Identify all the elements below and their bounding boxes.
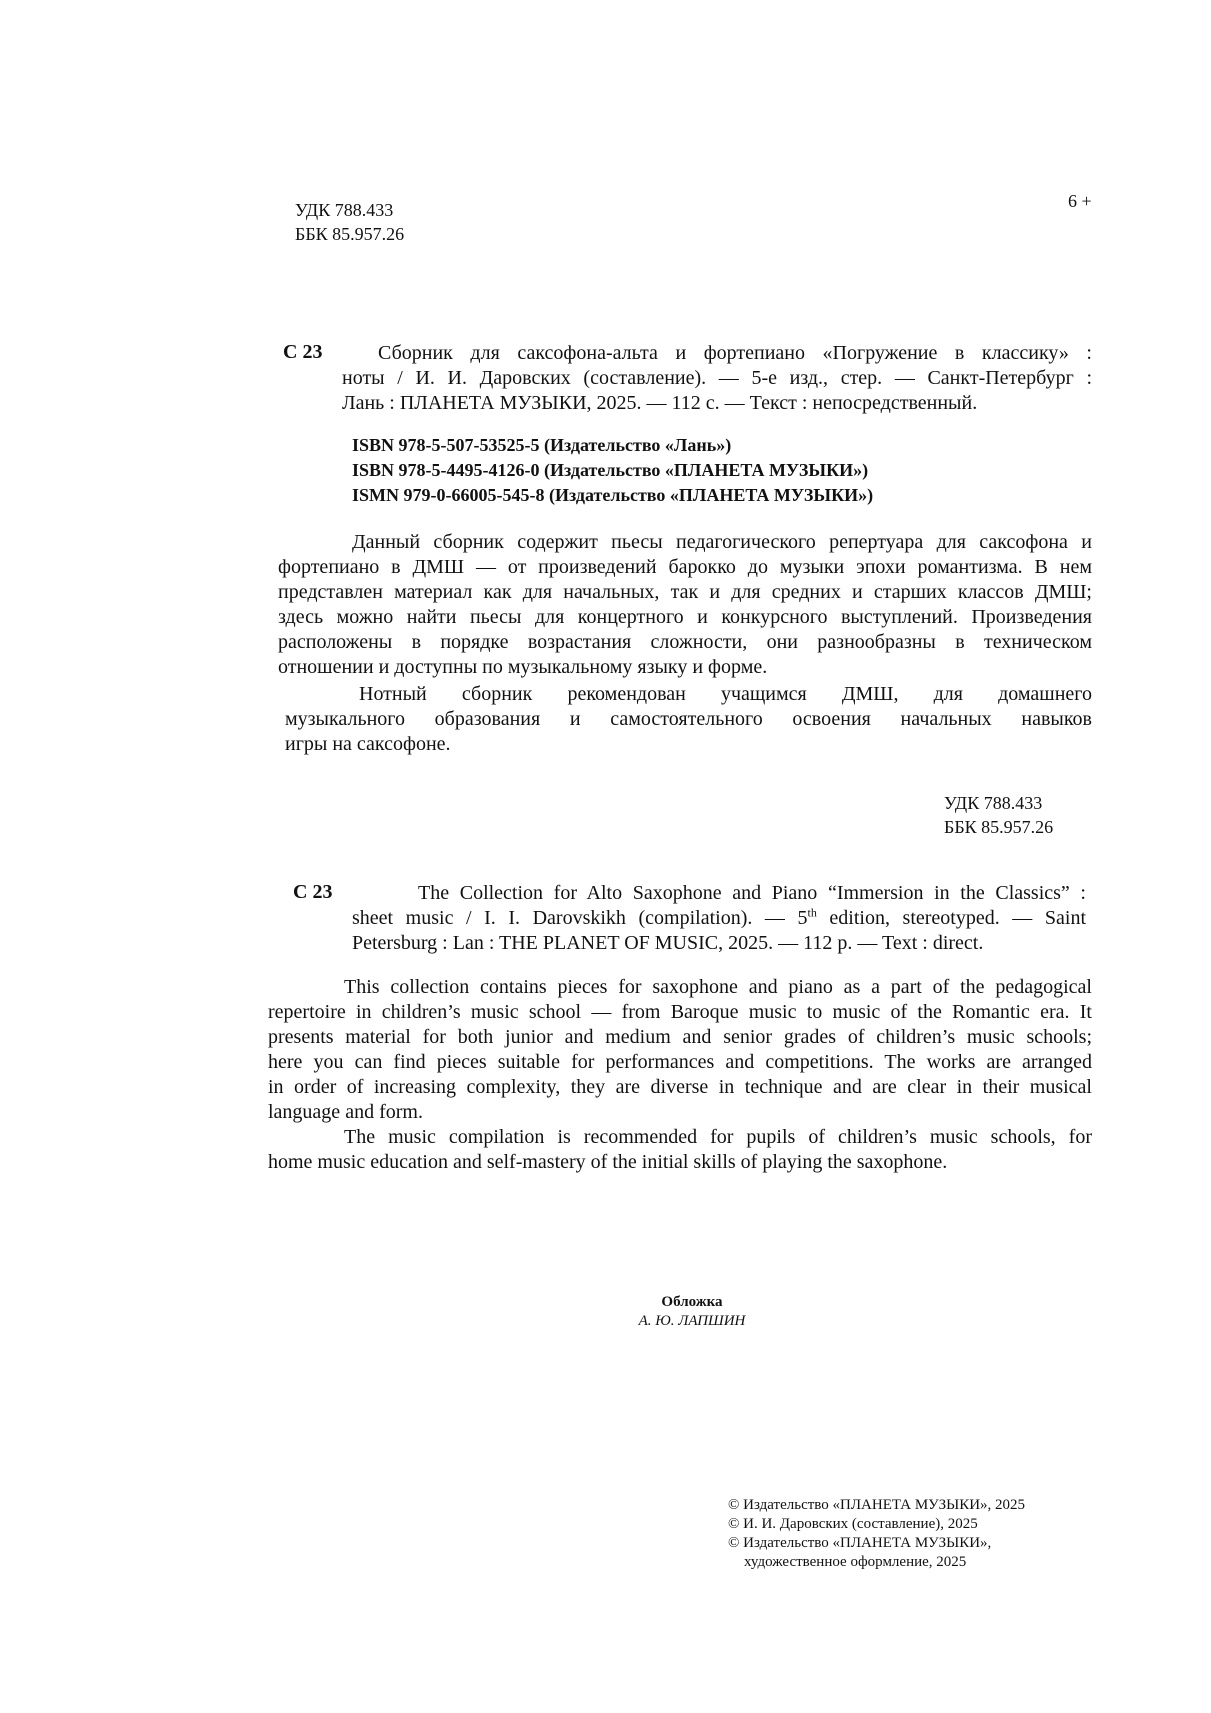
annotation-line: in order of increasing complexity, they are diverse in technique and are clear in their musical [268, 1076, 1092, 1098]
record-line-part: edition, stereotyped. — Saint [816, 907, 1086, 929]
isbn-list [352, 433, 873, 508]
copyright-line: © Издательство «ПЛАНЕТА МУЗЫКИ», [728, 1535, 992, 1551]
annotation-ru-paragraph-2 [285, 682, 1092, 757]
annotation-line: Данный сборник содержит пьесы педагогического репертуара для саксофона и [352, 531, 1092, 553]
annotation-line: This collection contains pieces for saxophone and piano as a part of the pedagogical [344, 976, 1092, 998]
annotation-line: Нотный сборник рекомендован учащимся ДМШ, для домашнего [359, 683, 1092, 705]
record-line: ноты / И. И. Даровских (составление). — 5-е изд., стер. — Санкт-Петербург : [342, 367, 1092, 389]
annotation-line: presents material for both junior and medium and senior grades of children’s music schools; [268, 1026, 1092, 1048]
annotation-line: The music compilation is recommended for pupils of children’s music schools, for [344, 1126, 1092, 1148]
annotation-line: здесь можно найти пьесы для концертного и конкурсного выступлений. Произведения [278, 606, 1092, 628]
author-sign-en: С 23 [293, 881, 333, 903]
record-line: Лань : ПЛАНЕТА МУЗЫКИ, 2025. — 112 с. — Текст : непосредственный. [342, 392, 978, 414]
annotation-line: расположены в порядке возрастания сложности, они разнообразны в техническом [278, 631, 1092, 653]
copyright-block [728, 1496, 1025, 1572]
copyright-line: © Издательство «ПЛАНЕТА МУЗЫКИ», 2025 [728, 1497, 1026, 1513]
annotation-line: here you can find pieces suitable for performances and competitions. The works are arranged [268, 1051, 1092, 1073]
record-line: Сборник для саксофона-альта и фортепиано «Погружение в классику» : [378, 342, 1092, 364]
annotation-line: представлен материал как для начальных, так и для средних и старших классов ДМШ; [278, 581, 1092, 603]
record-line: The Collection for Alto Saxophone and Piano “Immersion in the Classics” : [418, 882, 1086, 904]
isbn-planet: ISBN 978-5-4495-4126-0 (Издательство «ПЛАНЕТА МУЗЫКИ») [352, 460, 869, 480]
bbk-code: ББК 85.957.26 [295, 224, 405, 244]
ordinal-suffix: th [807, 905, 817, 920]
record-line [352, 906, 1086, 931]
cover-credit [560, 1293, 824, 1331]
annotation-line: игры на саксофоне. [285, 733, 451, 755]
copyright-line: художественное оформление, 2025 [744, 1554, 967, 1570]
bibliographic-record-ru [342, 341, 1092, 416]
top-classification [295, 198, 404, 246]
udk-code: УДК 788.433 [944, 793, 1043, 813]
annotation-line: home music education and self-mastery of the initial skills of playing the saxophone. [268, 1151, 948, 1173]
annotation-line: repertoire in children’s music school — from Baroque music to music of the Romantic era. It [268, 1001, 1092, 1023]
record-line: Petersburg : Lan : THE PLANET OF MUSIC, 2025. — 112 p. — Text : direct. [352, 932, 984, 954]
annotation-en [268, 975, 1092, 1175]
annotation-line: музыкального образования и самостоятельного освоения начальных навыков [285, 708, 1092, 730]
bbk-code: ББК 85.957.26 [944, 817, 1054, 837]
cover-designer: А. Ю. ЛАПШИН [638, 1313, 746, 1329]
isbn-lan: ISBN 978-5-507-53525-5 (Издательство «Лань») [352, 435, 732, 455]
annotation-line: language and form. [268, 1101, 423, 1123]
annotation-ru-paragraph-1 [278, 530, 1092, 680]
mid-classification [944, 791, 1053, 839]
bibliographic-record-en [352, 881, 1086, 956]
age-rating: 6 + [1068, 191, 1092, 211]
record-line-part: sheet music / I. I. Darovskikh (compilation). — 5 [352, 907, 808, 929]
udk-code: УДК 788.433 [295, 200, 394, 220]
annotation-line: отношении и доступны по музыкальному языку и форме. [278, 656, 768, 678]
ismn-planet: ISMN 979-0-66005-545-8 (Издательство «ПЛАНЕТА МУЗЫКИ») [352, 485, 874, 505]
annotation-line: фортепиано в ДМШ — от произведений барокко до музыки эпохи романтизма. В нем [278, 556, 1092, 578]
cover-heading: Обложка [661, 1294, 723, 1310]
copyright-line: © И. И. Даровских (составление), 2025 [728, 1516, 978, 1532]
author-sign-ru: С 23 [283, 341, 323, 363]
